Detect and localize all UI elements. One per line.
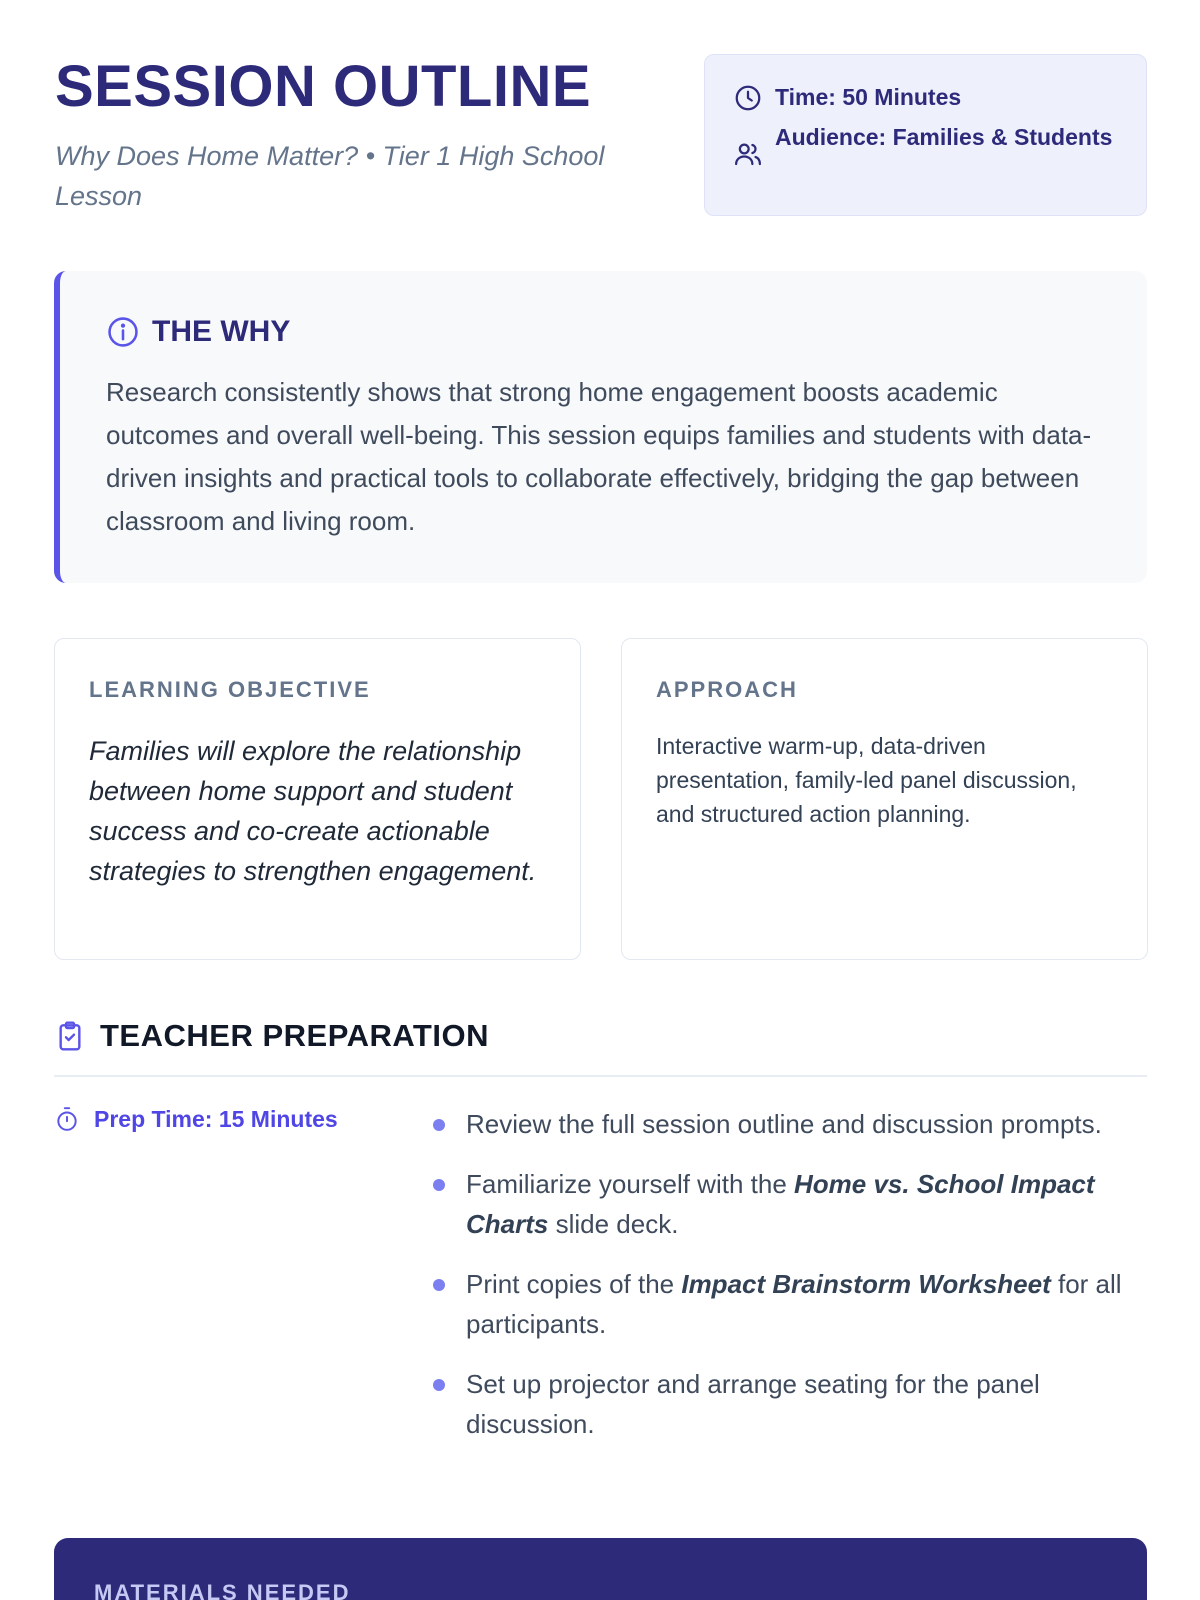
clock-icon [733,83,763,113]
list-item: Set up projector and arrange seating for the panel discussion. [432,1364,1147,1444]
divider [54,1075,1147,1077]
bullet-dot [433,1119,445,1131]
stopwatch-icon [54,1105,80,1133]
slide-deck-title: Home vs. School Impact Charts [466,1169,1095,1239]
prep-time: Prep Time: 15 Minutes [94,1105,338,1132]
learning-objective-card [54,638,581,960]
prep-time-row [54,1105,338,1133]
info-icon [106,315,140,349]
objective-label: LEARNING OBJECTIVE [89,677,371,702]
list-item: Print copies of the Impact Brainstorm Worksheet for all participants. [432,1264,1147,1344]
materials-section [54,1538,1147,1600]
session-time: Time: 50 Minutes [775,84,962,110]
objective-text: Families will explore the relationship between home support and student success and co-create actionable strategies to strengthen engagement. [89,736,537,886]
bullet-dot [433,1379,445,1391]
approach-text: Interactive warm-up, data-driven presentation, family-led panel discussion, and structured action planning. [656,733,1077,827]
session-meta-box [704,54,1147,216]
time-row [733,81,1115,114]
teacher-prep-heading-row [54,1018,489,1054]
audience-row [733,121,1115,169]
list-item: Familiarize yourself with the Home vs. School Impact Charts slide deck. [432,1164,1147,1244]
bullet-dot [433,1179,445,1191]
session-audience: Audience: Families & Students [775,124,1113,150]
bullet-dot [433,1279,445,1291]
clipboard-check-icon [54,1019,86,1053]
list-item: Review the full session outline and discussion prompts. [432,1104,1147,1144]
materials-label: MATERIALS NEEDED [94,1580,351,1600]
why-text: Research consistently shows that strong home engagement boosts academic outcomes and overall well-being. This session equips families and students with data-driven insights and practical tools to collaborate effectively, bridging the gap between classroom and living room. [106,377,1092,536]
page-title: SESSION OUTLINE [55,54,592,119]
why-section [54,271,1147,583]
worksheet-title: Impact Brainstorm Worksheet [681,1269,1051,1299]
users-icon [733,139,763,169]
approach-card [621,638,1148,960]
why-heading: THE WHY [152,315,291,348]
teacher-prep-heading: TEACHER PREPARATION [100,1018,489,1053]
approach-label: APPROACH [656,677,798,702]
why-heading-row [106,315,290,349]
prep-checklist [432,1104,1147,1464]
page-subtitle: Why Does Home Matter? • Tier 1 High School Lesson [55,141,605,211]
